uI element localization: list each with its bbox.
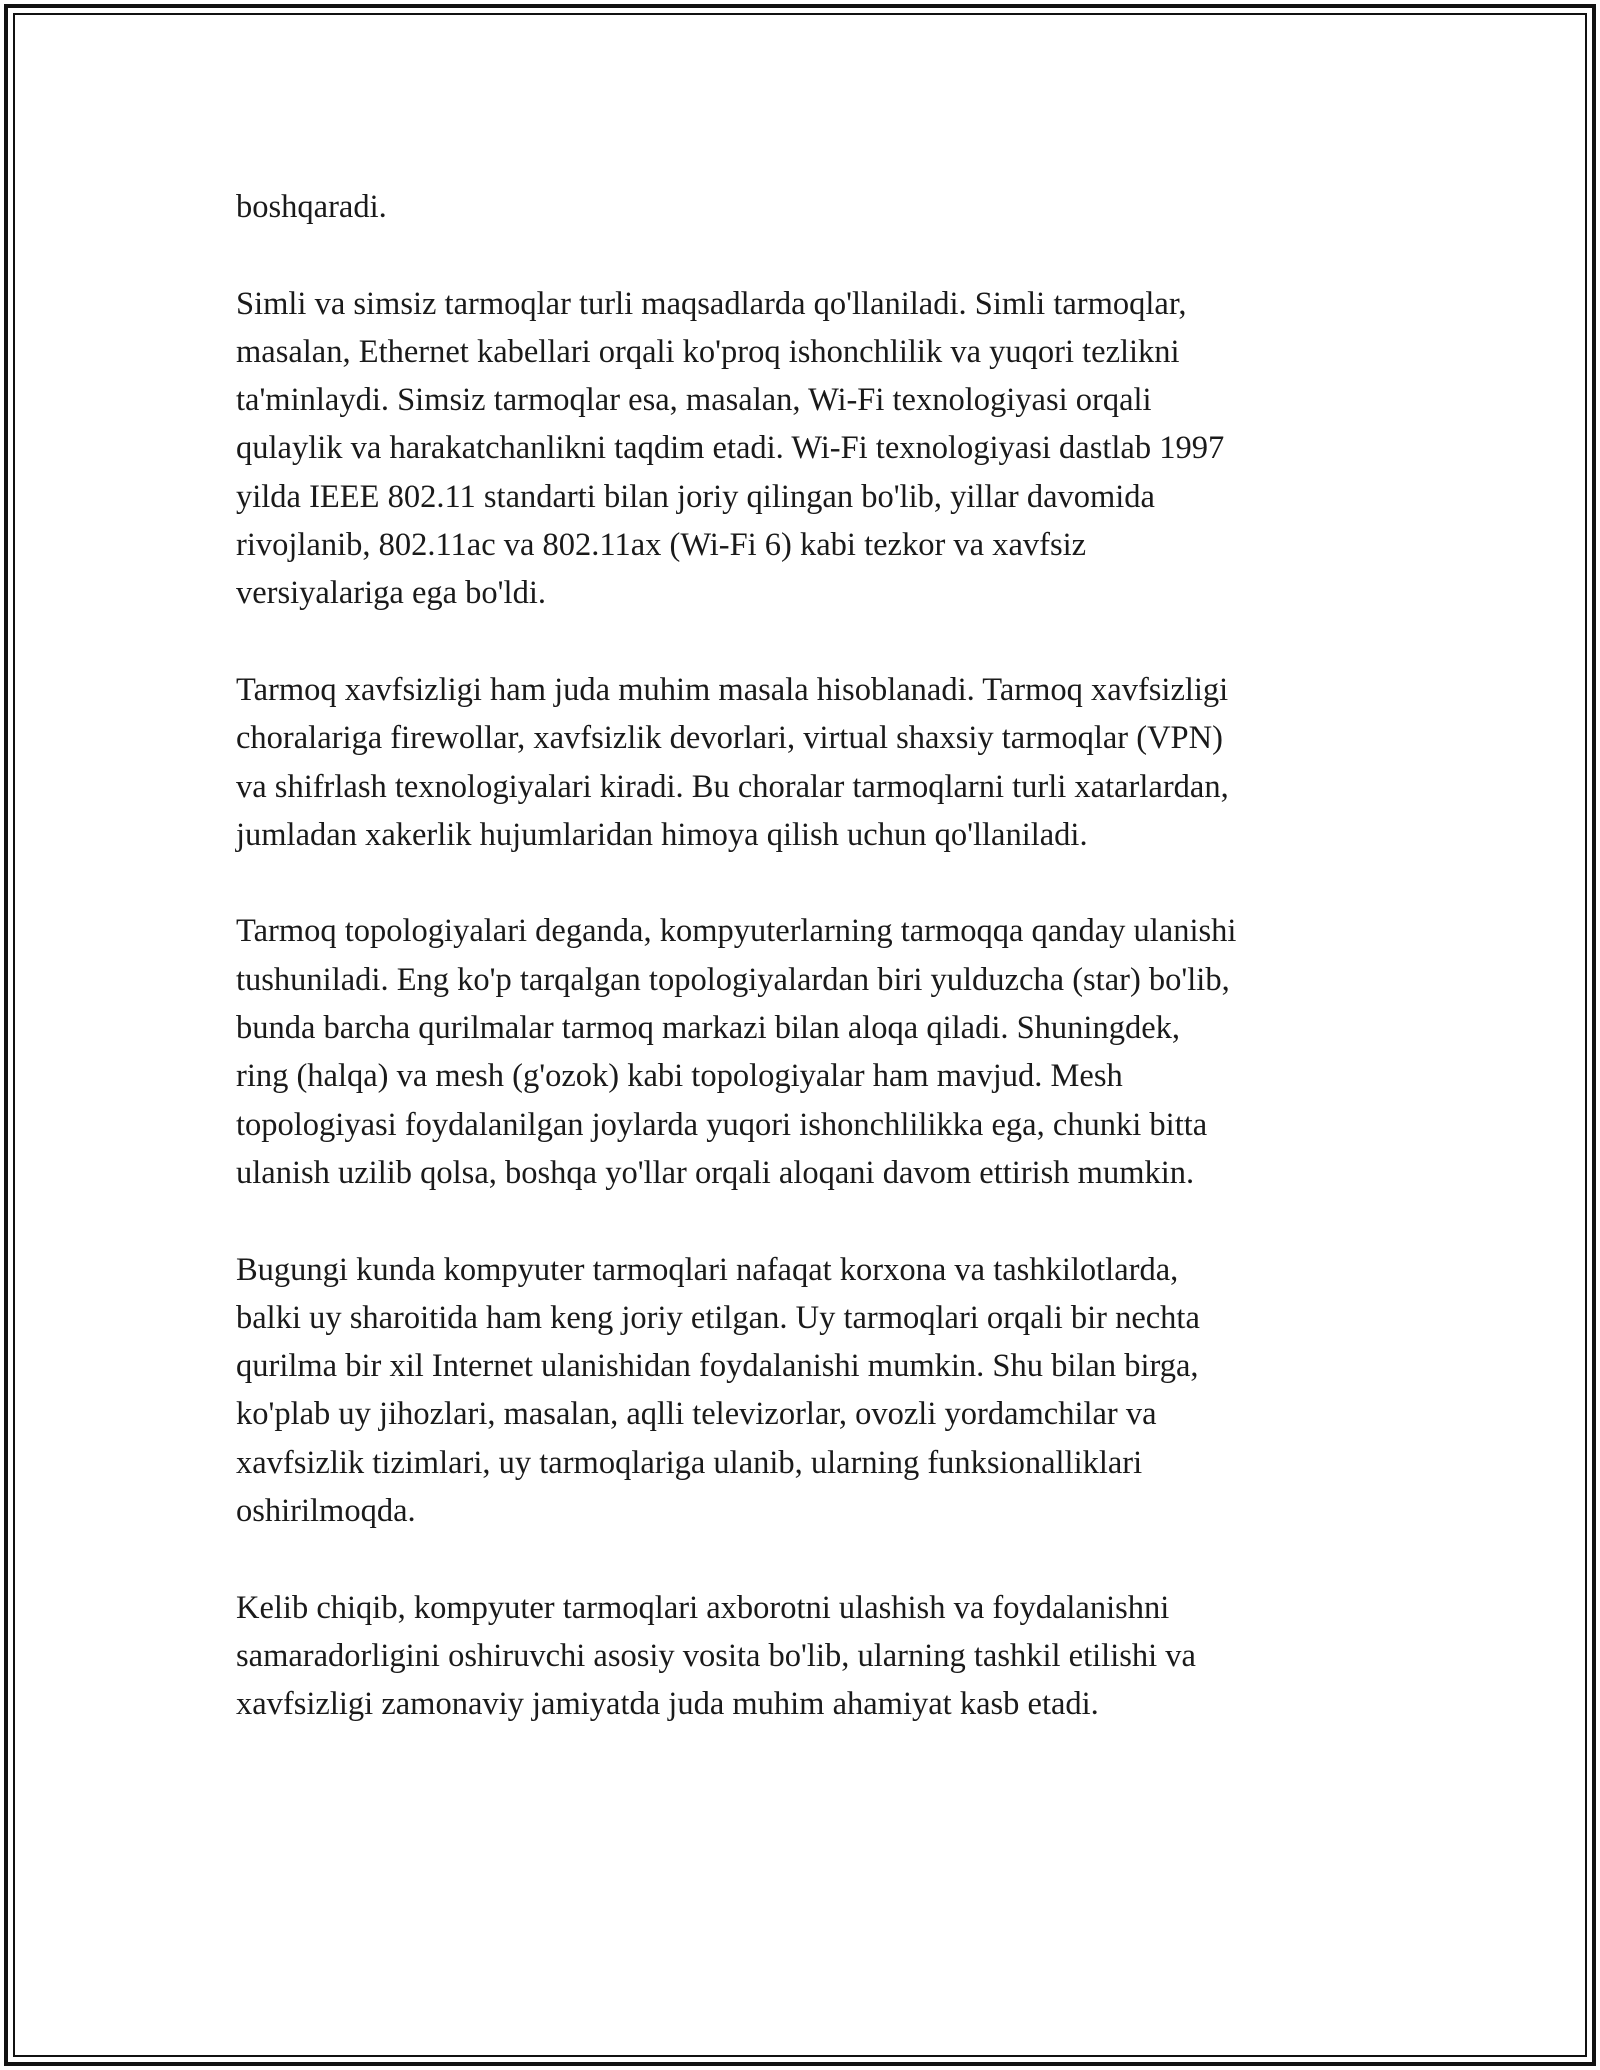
text-line: oshirilmoqda.	[236, 1493, 416, 1530]
text-line: qurilma bir xil Internet ulanishidan foydalanishi mumkin. Shu bilan birga,	[236, 1348, 1199, 1385]
text-line: Bugungi kunda kompyuter tarmoqlari nafaqat korxona va tashkilotlarda,	[236, 1251, 1179, 1288]
text-line: va shifrlash texnologiyalari kiradi. Bu choralar tarmoqlarni turli xatarlardan,	[236, 768, 1229, 805]
text-line: xavfsizlik tizimlari, uy tarmoqlariga ulanib, ularning funksionalliklari	[236, 1444, 1143, 1481]
text-line: samaradorligini oshiruvchi asosiy vosita bo'lib, ularning tashkil etilishi va	[236, 1637, 1196, 1674]
text-line: ko'plab uy jihozlari, masalan, aqlli televizorlar, ovozli yordamchilar va	[236, 1396, 1157, 1433]
text-line: ring (halqa) va mesh (g'ozok) kabi topologiyalar ham mavjud. Mesh	[236, 1058, 1123, 1095]
paragraph-topologies	[236, 907, 1396, 1197]
text-line: topologiyasi foydalanilgan joylarda yuqori ishonchlilikka ega, chunki bitta	[236, 1106, 1208, 1143]
text-line: Tarmoq xavfsizligi ham juda muhim masala hisoblanadi. Tarmoq xavfsizligi	[236, 671, 1229, 708]
text-line: boshqaradi.	[236, 189, 387, 225]
paragraph-continuation	[236, 183, 1396, 231]
text-line: versiyalariga ega bo'ldi.	[236, 575, 546, 612]
text-line: ta'minlaydi. Simsiz tarmoqlar esa, masalan, Wi-Fi texnologiyasi orqali	[236, 382, 1152, 419]
text-line: Simli va simsiz tarmoqlar turli maqsadlarda qo'llaniladi. Simli tarmoqlar,	[236, 285, 1187, 322]
paragraph-home-networks	[236, 1246, 1396, 1536]
paragraph-conclusion	[236, 1584, 1396, 1729]
text-line: masalan, Ethernet kabellari orqali ko'proq ishonchlilik va yuqori tezlikni	[236, 333, 1180, 370]
text-line: ulanish uzilib qolsa, boshqa yo'llar orqali aloqani davom ettirish mumkin.	[236, 1154, 1195, 1191]
text-line: choralariga firewollar, xavfsizlik devorlari, virtual shaxsiy tarmoqlar (VPN)	[236, 720, 1223, 757]
text-line: xavfsizligi zamonaviy jamiyatda juda muhim ahamiyat kasb etadi.	[236, 1686, 1099, 1723]
text-line: rivojlanib, 802.11ac va 802.11ax (Wi-Fi 6) kabi tezkor va xavfsiz	[236, 527, 1087, 564]
text-line: balki uy sharoitida ham keng joriy etilgan. Uy tarmoqlari orqali bir nechta	[236, 1299, 1200, 1336]
text-line: bunda barcha qurilmalar tarmoq markazi bilan aloqa qiladi. Shuningdek,	[236, 1010, 1181, 1047]
text-line: jumladan xakerlik hujumlaridan himoya qilish uchun qo'llaniladi.	[236, 816, 1088, 853]
text-line: Tarmoq topologiyalari deganda, kompyuterlarning tarmoqqa qanday ulanishi	[236, 913, 1237, 950]
text-line: qulaylik va harakatchanlikni taqdim etadi. Wi-Fi texnologiyasi dastlab 1997	[236, 430, 1225, 467]
document-body	[236, 183, 1396, 1777]
text-line: Kelib chiqib, kompyuter tarmoqlari axborotni ulashish va foydalanishni	[236, 1589, 1170, 1626]
text-line: yilda IEEE 802.11 standarti bilan joriy qilingan bo'lib, yillar davomida	[236, 478, 1155, 515]
text-line: tushuniladi. Eng ko'p tarqalgan topologiyalardan biri yulduzcha (star) bo'lib,	[236, 961, 1230, 998]
paragraph-wired-wireless	[236, 280, 1396, 618]
paragraph-network-security	[236, 666, 1396, 859]
